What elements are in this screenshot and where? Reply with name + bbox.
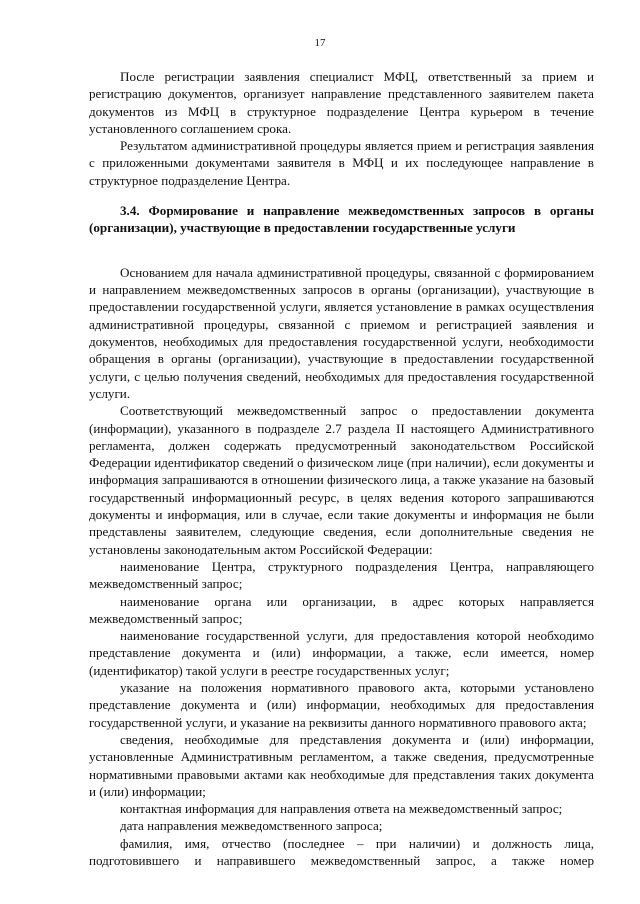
paragraph-request-content: Соответствующий межведомственный запрос о предоставлении документа (информации), указанного в подразделе 2.7 раздела II настоящего Административного регламента, должен содержать предусмотренный законодательством Российской Федерации идентификатор сведений о физическом лице (при наличии), если документы и информация запрашиваются в отношении физического лица, а также указание на базовый государственный информационный ресурс, в целях ведения которого запрашиваются документы и информация, или в случае, если такие документы и информация не были представлены заявителем, следующие сведения, если дополнительные сведения не установлены законодательным актом Российской Федерации:: [89, 403, 594, 557]
page-number: 17: [314, 37, 326, 49]
list-item-service-name: наименование государственной услуги, для предоставления которой необходимо представление документа и (или) информации, а также, если имеется, номер (идентификатор) такой услуги в реестре государственных услуг;: [89, 628, 594, 678]
list-item-required-info: сведения, необходимые для представления документа и (или) информации, установленные Административным регламентом, а также сведения, предусмотренные нормативными правовыми актами как необходимые для представления таких документа и (или) информации;: [89, 731, 594, 799]
list-item-authority-name: наименование органа или организации, в адрес которых направляется межведомственный запрос;: [89, 593, 594, 626]
paragraph-procedure-result: Результатом административной процедуры является прием и регистрация заявления с приложенными документами заявителя в МФЦ и их последующее направление в структурное подразделение Центра.: [89, 138, 594, 188]
list-item-request-date: дата направления межведомственного запроса;: [120, 818, 383, 834]
list-item-legal-act: указание на положения нормативного правового акта, которыми установлено представление документа и (или) информации, необходимых для предоставления государственной услуги, и указание на реквизиты данного нормативного правового акта;: [89, 680, 594, 730]
paragraph-procedure-basis: Основанием для начала административной процедуры, связанной с формированием и направлением межведомственных запросов в органы (организации), участвующие в предоставлении государственной услуги, является установление в рамках осуществления административной процедуры, связанной с приемом и регистрацией заявления и документов, необходимых для предоставления государственной услуги, необходимости обращения в органы (организации), участвующие в предоставлении государственной услуги, с целью получения сведений, необходимых для предоставления государственной услуги.: [89, 264, 594, 401]
section-heading: 3.4. Формирование и направление межведомственных запросов в органы (организации), участвующие в предоставлении государственные услуги: [89, 203, 594, 236]
paragraph-mfc-registration: После регистрации заявления специалист МФЦ, ответственный за прием и регистрацию документов, организует направление представленного заявителем пакета документов из МФЦ в структурное подразделение Центра курьером в течение установленного соглашением срока.: [89, 69, 594, 136]
document-body: [89, 68, 594, 869]
list-item-center-name: наименование Центра, структурного подразделения Центра, направляющего межведомственный запрос;: [89, 558, 594, 592]
list-item-contact-info: контактная информация для направления ответа на межведомственный запрос;: [120, 801, 563, 817]
list-item-official-name: фамилия, имя, отчество (последнее – при наличии) и должность лица, подготовившего и направившего межведомственный запрос, а также номер: [89, 835, 594, 868]
